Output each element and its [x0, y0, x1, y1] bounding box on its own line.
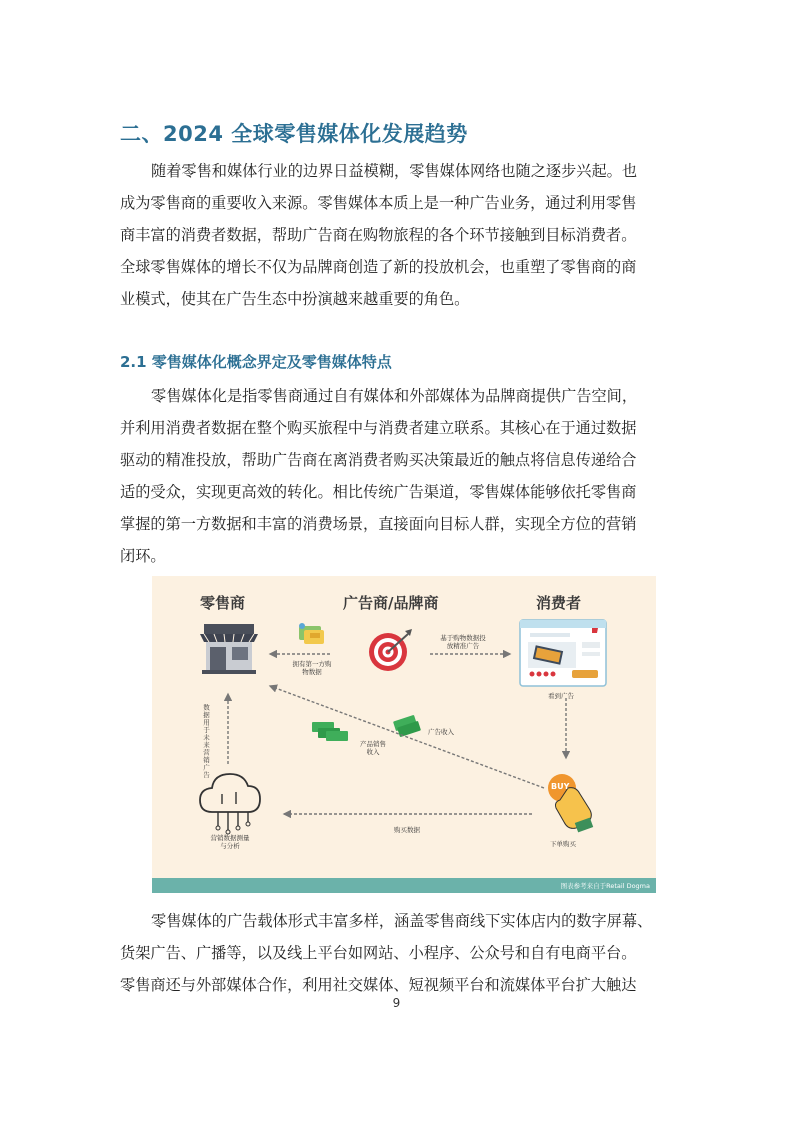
text-line: 并利用消费者数据在整个购买旅程中与消费者建立联系。其核心在于通过数据: [120, 419, 637, 437]
ad-revenue-label: 广告收入: [428, 728, 454, 736]
money-icon: [312, 715, 421, 741]
source-note: 图表参考来自于Retail Dogma: [560, 882, 650, 890]
text-line: 掌握的第一方数据和丰富的消费场景，直接面向目标人群，实现全方位的营销: [120, 515, 637, 533]
analytics-label: 营销数据测量与分析: [210, 834, 250, 850]
intro-paragraph: [120, 155, 676, 315]
store-icon: [200, 624, 258, 674]
text-line: 业模式，使其在广告生态中扮演越来越重要的角色。: [120, 290, 470, 308]
text-line: 成为零售商的重要收入来源。零售媒体本质上是一种广告业务，通过利用零售: [120, 194, 637, 212]
node-retailer-label: 零售商: [200, 594, 246, 612]
text-line: 零售商还与外部媒体合作，利用社交媒体、短视频平台和流媒体平台扩大触达: [120, 976, 637, 994]
precision-ad-label: 基于购物数据投放精准广告: [440, 634, 486, 650]
node-advertiser-label: 广告商/品牌商: [343, 594, 439, 612]
subsection-title: 2.1 零售媒体化概念界定及零售媒体特点: [120, 353, 392, 371]
text-line: 驱动的精准投放，帮助广告商在离消费者购买决策最近的触点将信息传递给合: [120, 451, 637, 469]
retail-media-flow-diagram: [152, 576, 656, 893]
product-sales-label: 产品销售收入: [360, 740, 386, 756]
future-marketing-label: 数据用于未来营销广告: [202, 704, 210, 779]
text-line: 货架广告、广播等，以及线上平台如网站、小程序、公众号和自有电商平台。: [120, 944, 637, 962]
purchase-data-label: 购买数据: [394, 826, 420, 834]
browser-ad-icon: [520, 620, 606, 686]
cloud-data-icon: [200, 774, 260, 834]
first-party-data-label: 拥有第一方购物数据: [292, 660, 332, 676]
target-icon: [369, 629, 412, 671]
definition-paragraph: [120, 380, 676, 572]
text-line: 随着零售和媒体行业的边界日益模糊，零售媒体网络也随之逐步兴起。也: [151, 162, 637, 180]
text-line: 零售媒体化是指零售商通过自有媒体和外部媒体为品牌商提供广告空间，: [151, 387, 637, 405]
buy-text: BUY: [551, 782, 570, 791]
carrier-paragraph: [120, 905, 676, 1001]
node-consumer-label: 消费者: [536, 594, 582, 612]
wallet-icon: [299, 623, 324, 644]
text-line: 全球零售媒体的增长不仅为品牌商创造了新的投放机会，也重塑了零售商的商: [120, 258, 637, 276]
section-title: 二、2024 全球零售媒体化发展趋势: [120, 122, 468, 146]
text-line: 适的受众，实现更高效的转化。相比传统广告渠道，零售媒体能够依托零售商: [120, 483, 637, 501]
diagram-footer-strip: [152, 878, 656, 893]
page-number: 9: [392, 996, 401, 1010]
see-ad-label: 看到广告: [548, 692, 574, 700]
order-label: 下单购买: [550, 840, 576, 848]
text-line: 商丰富的消费者数据，帮助广告商在购物旅程的各个环节接触到目标消费者。: [120, 226, 637, 244]
text-line: 零售媒体的广告载体形式丰富多样，涵盖零售商线下实体店内的数字屏幕、: [151, 912, 653, 930]
flow-arrows: [228, 654, 566, 814]
text-line: 闭环。: [120, 547, 166, 565]
